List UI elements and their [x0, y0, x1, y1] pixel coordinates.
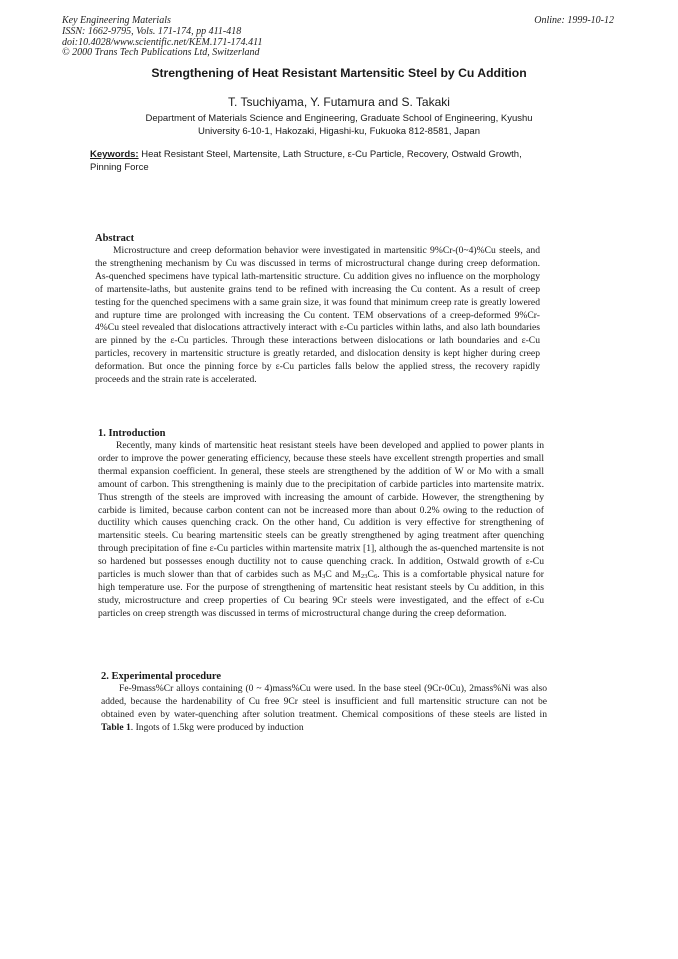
affiliation-line-1: Department of Materials Science and Engineering, Graduate School of Engineering, Kyushu [145, 113, 533, 124]
affiliation-line-2: University 6-10-1, Hakozaki, Higashi-ku, Fukuoka 812-8581, Japan [198, 125, 480, 137]
abstract-heading: Abstract [95, 233, 135, 244]
experimental-section [101, 671, 547, 735]
intro-text-4: . This is a comfortable physical nature for high temperature use. For the purpose of strengthening of martensitic heat resistant steels by Cu addition, in this study, microstructure and creep properties of Cu bearing 9Cr steels were investigated, and the effect of ε-Cu particles on creep strength was discussed in terms of microstructural change during the creep deformation. [98, 569, 544, 619]
issn-line: ISSN: 1662-9795, Vols. 171-174, pp 411-418 [62, 25, 242, 37]
table-1-reference: Table 1 [101, 721, 131, 733]
abstract-text: Microstructure and creep deformation behavior were investigated in martensitic 9%Cr-(0~4)%Cu steels, and the strengthening mechanism by Cu was discussed in terms of microstructural change during creep deformation. As-quenched specimens have typical lath-martensitic structure. Cu addition gives no influence on the morphology of martensite-laths, but austenite grains tend to be refined with increasing the Cu content. As a result of creep testing for the quenched specimens with a same grain size, it was found that minimum creep rate is greatly lowered and rupture time are prolonged with increasing the Cu content. TEM observations of a creep-deformed 9%Cr-4%Cu steel revealed that dislocations attractively interact with ε-Cu particles within laths, and also lath boundaries are pinned by the ε-Cu particles. Through these interactions between dislocations or lath boundaries and ε-Cu particles, recovery in martensitic structure is greatly retarded, and dislocation density is kept higher during creep deformation. But once the pinning force by ε-Cu particles falls below the applied stress, the recovery rapidly proceeds and the strain rate is accelerated. [95, 245, 540, 386]
paper-title: Strengthening of Heat Resistant Martensitic Steel by Cu Addition [151, 66, 527, 80]
subscript-6: 6 [373, 573, 378, 581]
journal-name: Key Engineering Materials [62, 15, 171, 26]
keywords [90, 149, 550, 174]
keywords-label: Keywords: [90, 149, 139, 160]
abstract-section [95, 233, 540, 387]
exp-text-2: . Ingots of 1.5kg were produced by induction [130, 721, 304, 733]
introduction-text [98, 440, 544, 621]
copyright-line: © 2000 Trans Tech Publications Ltd, Switzerland [62, 47, 260, 59]
keywords-list: Heat Resistant Steel, Martensite, Lath Structure, ε-Cu Particle, Recovery, Ostwald Growth, Pinning Force [90, 149, 522, 173]
subscript-3: 3 [322, 573, 326, 581]
affiliation [80, 113, 598, 138]
online-date: Online: 1999-10-12 [534, 15, 614, 26]
doi-line: doi:10.4028/www.scientific.net/KEM.171-174.411 [62, 36, 263, 48]
intro-text-1: Recently, many kinds of martensitic heat resistant steels have been developed and applied to power plants in order to improve the power generating efficiency, because these steels have excellent strength properties and small thermal expansion coefficient. In general, these steels are strengthened by the addition of W or Mo with a small amount of carbon. This strengthening is mainly due to the precipitation of carbide particles into martensite matrix. Thus strength of the steels are improved with increasing the amount of carbide. However, the strengthening by carbide is limited, because carbon content can not be increased more than about 0.2% owing to the reduction of ductility which causes quenching crack. On the other hand, Cu addition is very effective for strengthening of martensitic steels. Cu bearing martensitic steels can be greatly strengthened by aging treatment after quenching through precipitation of fine ε-Cu particles within martensite matrix [1], although the as-quenched martensite is not so hardened but possesses enough ductility not to cause quenching crack. In addition, Ostwald growth of ε-Cu particles is much slower than that of carbides such as M [98, 440, 544, 581]
exp-text-1: Fe-9mass%Cr alloys containing (0 ~ 4)mass%Cu were used. In the base steel (9Cr-0Cu), 2mass%Ni was also added, because the hardenability of Cu free 9Cr steel is insufficient and full martensitic structure can not be obtained even by water-quenching after solution treatment. Chemical compositions of these steels are listed in [101, 683, 547, 720]
intro-text-3: C [367, 569, 374, 581]
introduction-heading: 1. Introduction [98, 428, 166, 439]
intro-text-2: C and M [325, 569, 361, 581]
experimental-text [101, 683, 547, 735]
subscript-23: 23 [360, 573, 368, 581]
introduction-section [98, 428, 544, 621]
journal-metadata [62, 16, 262, 59]
paper-authors: T. Tsuchiyama, Y. Futamura and S. Takaki [228, 95, 450, 109]
experimental-heading: 2. Experimental procedure [101, 671, 222, 682]
